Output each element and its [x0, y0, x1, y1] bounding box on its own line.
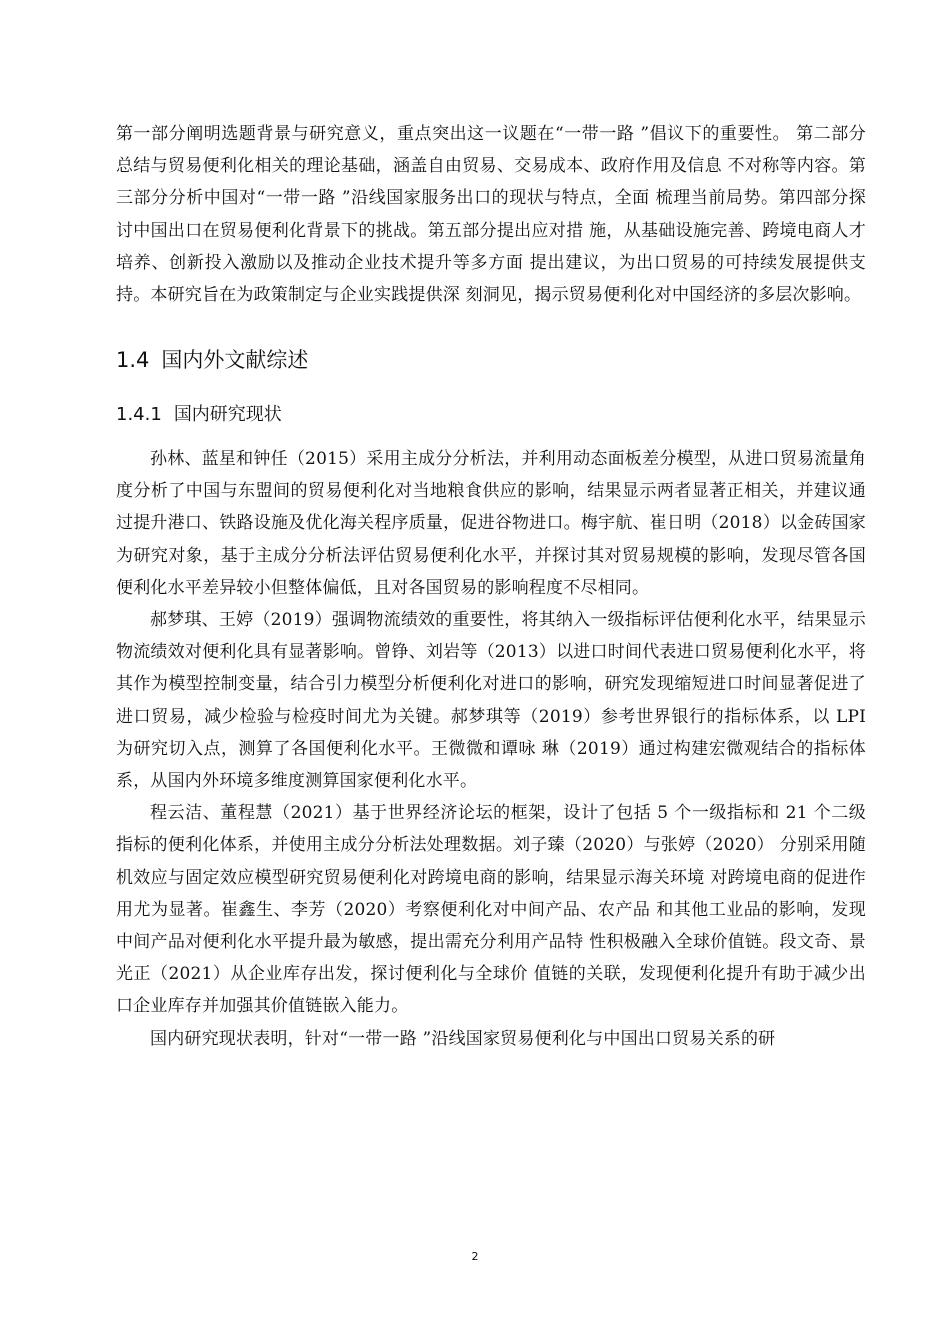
subsection-heading: [116, 400, 282, 430]
section-number: 1.4: [116, 348, 150, 372]
intro-paragraph: 第一部分阐明选题背景与研究意义，重点突出这一议题在“一带一路 ”倡议下的重要性。 第二部分总结与贸易便利化相关的理论基础，涵盖自由贸易、交易成本、政府作用及信息 不对称等内容。第三部分分析中国对“一带一路 ”沿线国家服务出口的现状与特点，全面 梳理当前局势。第四部分探讨中国出口在贸易便利化背景下的挑战。第五部分提出应对措 施，从基础设施完善、跨境电商人才培养、创新投入激励以及推动企业技术提升等多方面 提出建议，为出口贸易的可持续发展提供支持。本研究旨在为政策制定与企业实践提供深 刻洞见，揭示贸易便利化对中国经济的多层次影响。: [116, 124, 866, 306]
body-paragraph: 程云洁、董程慧（2021）基于世界经济论坛的框架，设计了包括 5 个一级指标和 21 个二级指标的便利化体系，并使用主成分分析法处理数据。刘子臻（2020）与张婷（2020） 分别采用随机效应与固定效应模型研究贸易便利化对跨境电商的影响，结果显示海关环境 对跨境电商的促进作用尤为显著。崔鑫生、李芳（2020）考察便利化对中间产品、农产品 和其他工业品的影响，发现中间产品对便利化水平提升最为敏感，提出需充分利用产品特 性积极融入全球价值链。段文奇、景光正（2021）从企业库存出发，探讨便利化与全球价 值链的关联，发现便利化提升有助于减少出口企业库存并加强其价值链嵌入能力。: [116, 803, 866, 1017]
section-title: 国内外文献综述: [161, 348, 309, 372]
page-number: 2: [471, 1250, 479, 1263]
subsection-number: 1.4.1: [116, 404, 162, 425]
subsection-body: [116, 443, 866, 1055]
body-paragraph: 郝梦琪、王婷（2019）强调物流绩效的重要性，将其纳入一级指标评估便利化水平，结果显示物流绩效对便利化具有显著影响。曾铮、刘岩等（2013）以进口时间代表进口贸易便利化水平，将其作为模型控制变量，结合引力模型分析便利化对进口的影响，研究发现缩短进口时间显著促进了进口贸易，减少检验与检疫时间尤为关键。郝梦琪等（2019）参考世界银行的指标体系，以 LPI 为研究切入点，测算了各国便利化水平。王微微和谭咏 琳（2019）通过构建宏微观结合的指标体系，从国内外环境多维度测算国家便利化水平。: [116, 610, 866, 792]
subsection-title: 国内研究现状: [173, 404, 282, 425]
section-heading: [116, 342, 308, 378]
body-paragraph: 国内研究现状表明，针对“一带一路 ”沿线国家贸易便利化与中国出口贸易关系的研: [150, 1028, 776, 1049]
body-paragraph: 孙林、蓝星和钟任（2015）采用主成分分析法，并利用动态面板差分模型，从进口贸易流量角度分析了中国与东盟间的贸易便利化对当地粮食供应的影响，结果显示两者显著正相关，并建议通过提升港口、铁路设施及优化海关程序质量，促进谷物进口。梅宇航、崔日明（2018）以金砖国家为研究对象，基于主成分分析法评估贸易便利化水平，并探讨其对贸易规模的影响，发现尽管各国便利化水平差异较小但整体偏低，且对各国贸易的影响程度不尽相同。: [116, 449, 866, 598]
